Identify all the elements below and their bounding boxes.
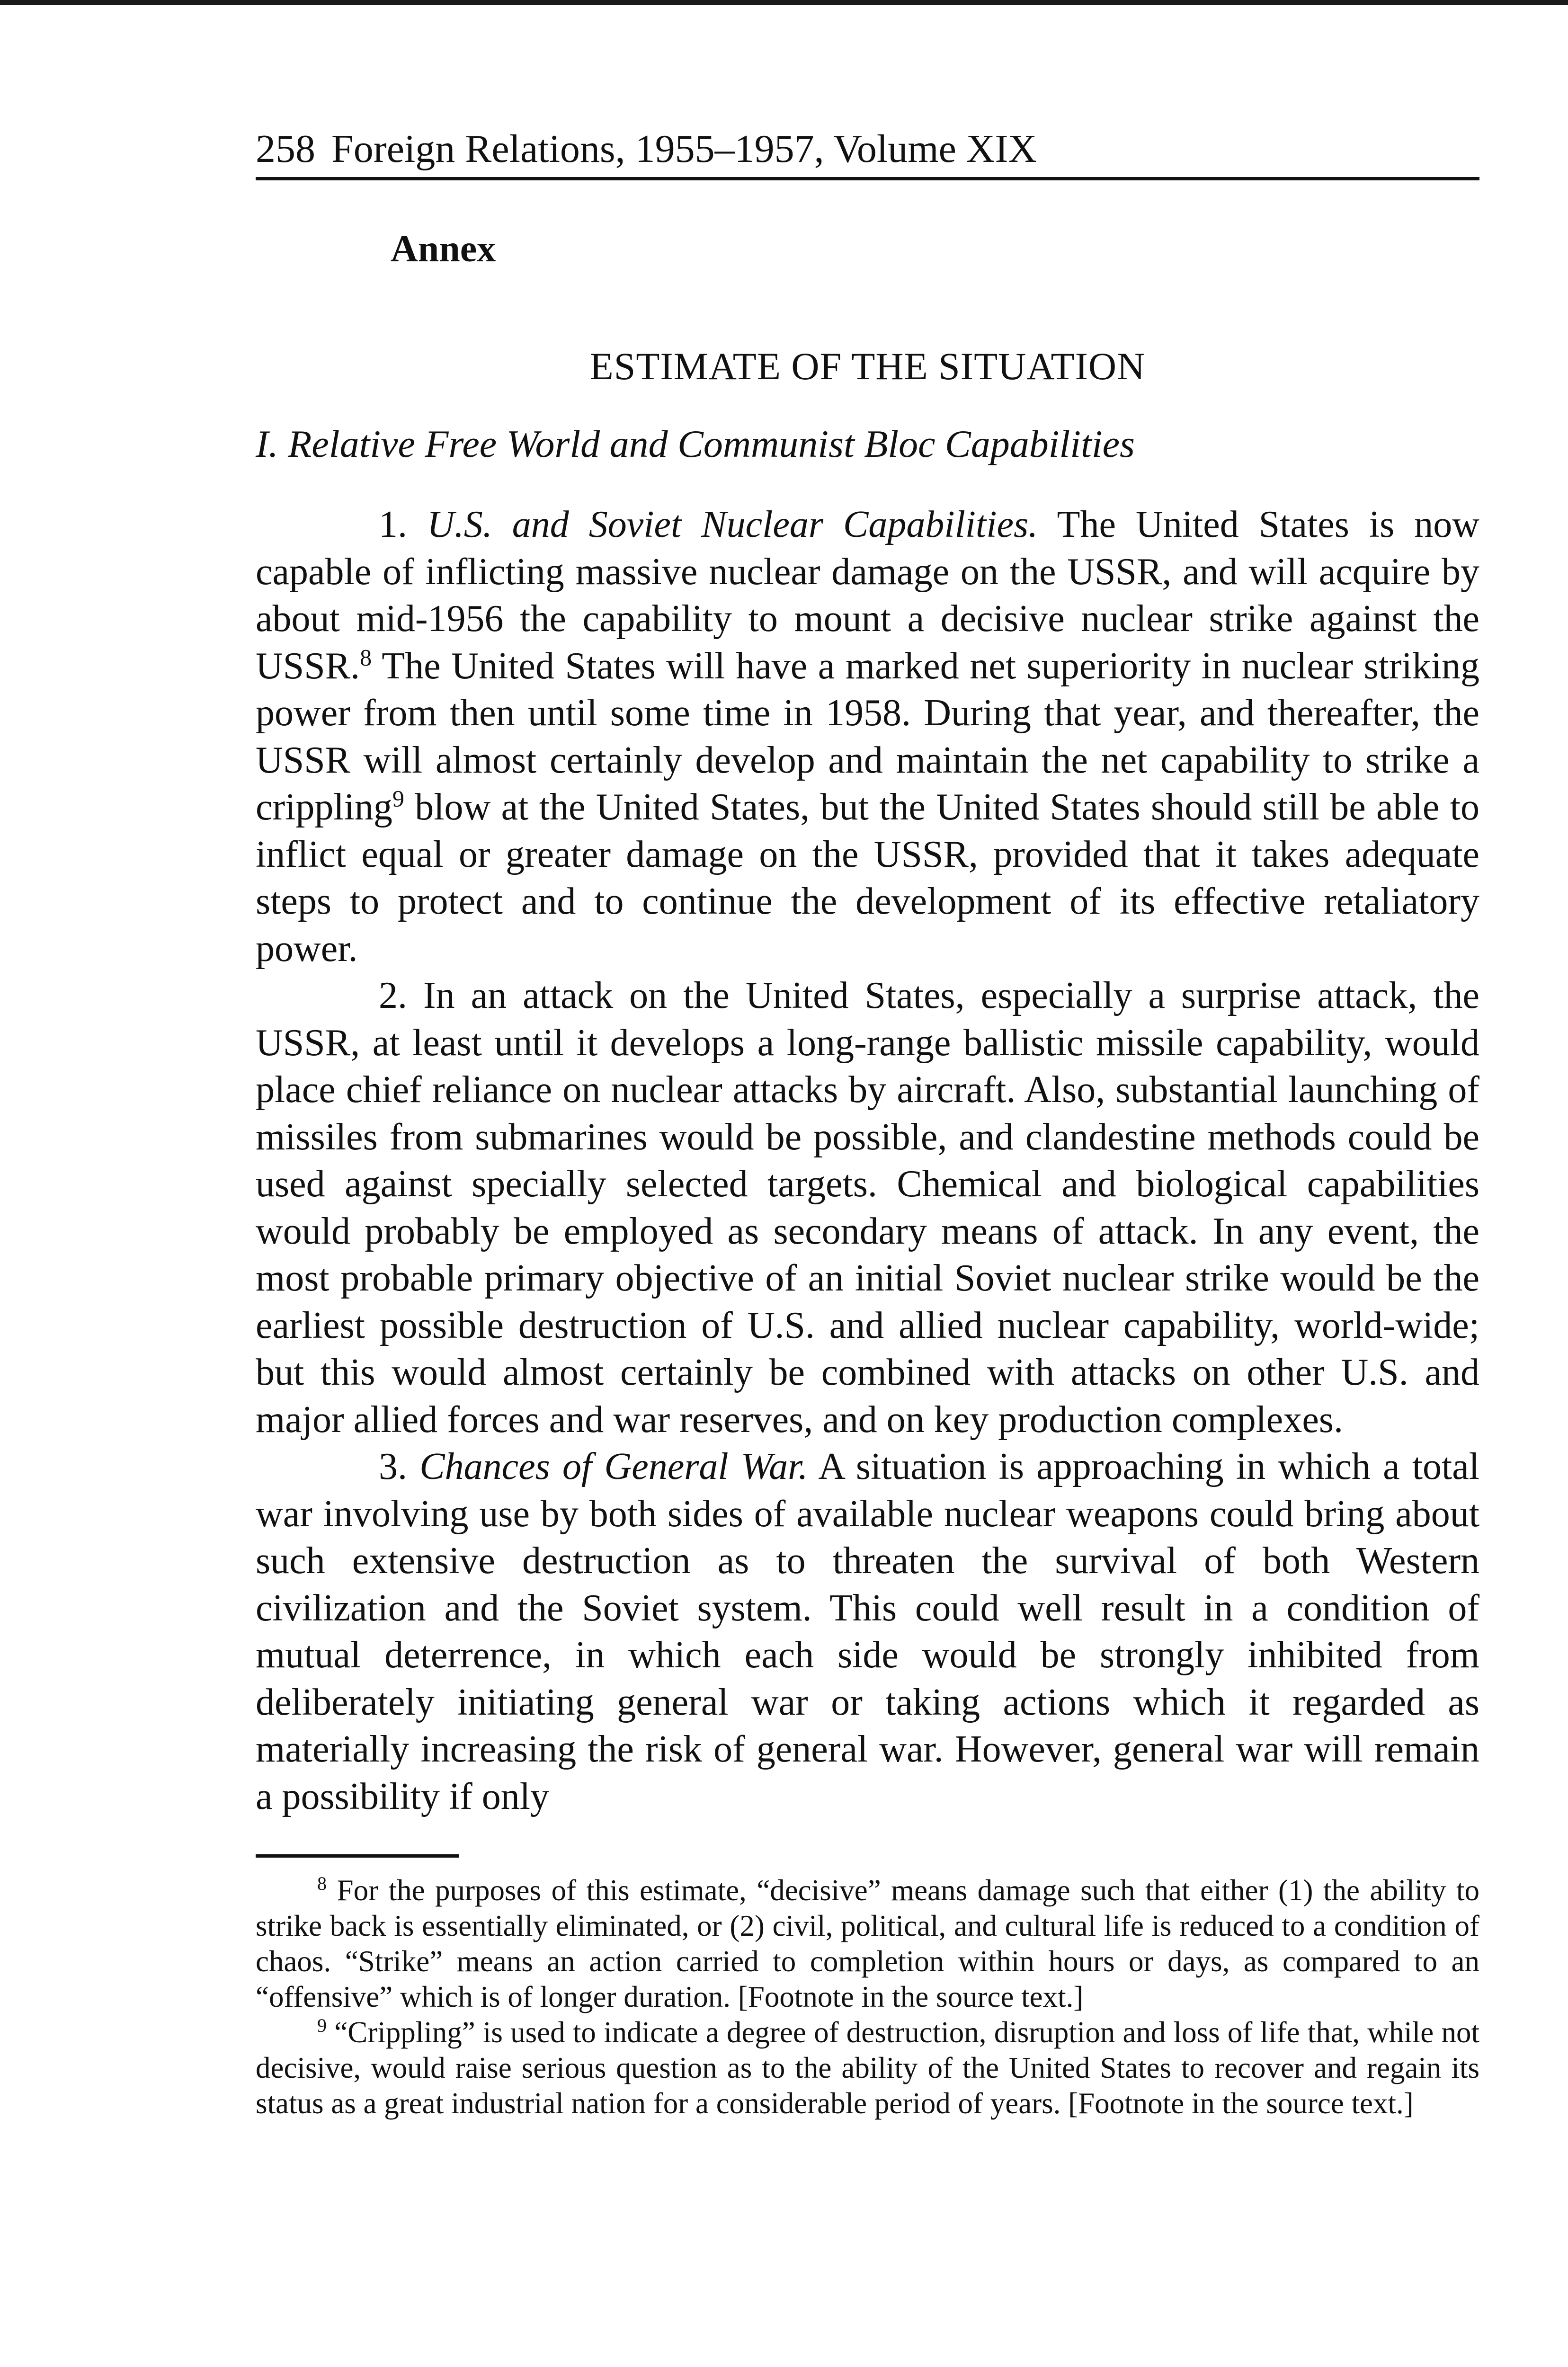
footnote-8-text: For the purposes of this estimate, “decisive” means damage such that either (1) the ability to strike back is essentially eliminated, or (2) civil, political, and cultural life is reduced to a condition of chaos. “Strike” means an action carried to completion within hours or days, as compared to an “offensive” which is of longer duration. [Footnote in the source text.] (256, 1874, 1479, 2013)
scan-top-edge (0, 0, 1568, 5)
part-heading: I. Relative Free World and Communist Bloc Capabilities (256, 422, 1135, 465)
footnote-ref-9: 9 (392, 785, 404, 812)
section-title: ESTIMATE OF THE SITUATION (589, 345, 1146, 388)
page-number: 258 (256, 127, 315, 171)
annex-label: Annex (391, 228, 496, 270)
paragraph-1-heading: U.S. and Soviet Nuclear Capabilities. (427, 504, 1038, 545)
body-text (256, 501, 1479, 1820)
paragraph-1-text-a: The United States is now capable of inflicting massive nuclear damage on the USSR, and will acquire by about mid-1956 the capability to mount a decisive nuclear strike against the USSR. (256, 504, 1479, 687)
footnote-divider (256, 1854, 459, 1858)
paragraph-1-text-b: The United States will have a marked net superiority in nuclear striking power from then until some time in 1958. During that year, and thereafter, the USSR will almost certainly develop and maintain the net capability to strike a crippling (256, 645, 1479, 828)
paragraph-3-text: A situation is approaching in which a total war involving use by both sides of available nuclear weapons could bring about such extensive destruction as to threaten the survival of both Western civilization and the Soviet system. This could well result in a condition of mutual deterrence, in which each side would be strongly inhibited from deliberately initiating general war or taking actions which it regarded as materially increasing the risk of general war. However, general war will remain a possibility if only (256, 1446, 1480, 1817)
paragraph-3-heading: Chances of General War. (419, 1446, 808, 1487)
footnote-9-text: “Crippling” is used to indicate a degree of destruction, disruption and loss of life that, while not decisive, would raise serious question as to the ability of the United States to recover and regain its status as a great industrial nation for a considerable period of years. [Footnote in the source text.] (256, 2016, 1479, 2120)
footnote-8-marker: 8 (317, 1873, 327, 1894)
footnote-ref-8: 8 (360, 643, 372, 670)
document-page (256, 123, 1479, 2121)
footnotes (256, 1873, 1479, 2121)
footnote-8 (256, 1873, 1479, 2015)
paragraph-1 (256, 501, 1479, 972)
paragraph-1-text-c: blow at the United States, but the United States should still be able to inflict equal or greater damage on the USSR, provided that it takes adequate steps to protect and to continue the development of its effective retaliatory power. (256, 786, 1479, 970)
footnote-9 (256, 2015, 1479, 2121)
footnote-9-marker: 9 (317, 2015, 327, 2036)
paragraph-2: 2. In an attack on the United States, especially a surprise attack, the USSR, at least until it develops a long-range ballistic missile capability, would place chief reliance on nuclear attacks by aircraft. Also, substantial launching of missiles from submarines would be possible, and clandestine methods could be used against specially selected targets. Chemical and biological capabilities would probably be employed as secondary means of attack. In any event, the most probable primary objective of an initial Soviet nuclear strike would be the earliest possible destruction of U.S. and allied nuclear capability, world-wide; but this would almost certainly be combined with attacks on other U.S. and major allied forces and war reserves, and on key production complexes. (256, 975, 1479, 1441)
paragraph-3-number: 3. (379, 1446, 407, 1487)
running-header (256, 123, 1479, 180)
paragraph-3 (256, 1443, 1479, 1820)
paragraph-1-number: 1. (379, 504, 407, 545)
publication-title: Foreign Relations, 1955–1957, Volume XIX (331, 127, 1037, 171)
